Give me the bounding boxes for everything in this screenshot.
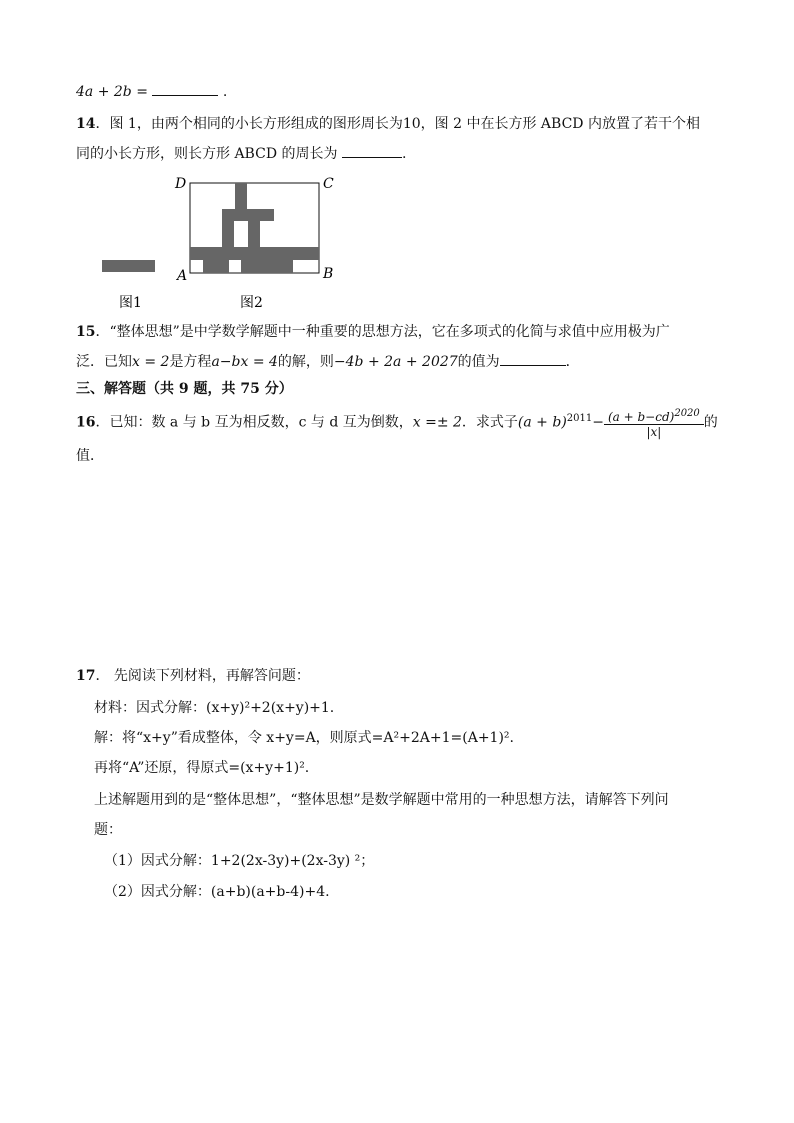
figure1-rectangles — [102, 260, 155, 272]
section-title: 三、解答题（共 9 题，共 75 分） — [76, 381, 293, 397]
q15-answer-blank[interactable] — [500, 353, 566, 366]
q16-exponent: 2011 — [566, 413, 593, 424]
q14-answer-blank[interactable] — [342, 145, 402, 158]
figure2-small-rectangles — [190, 183, 319, 273]
q17-subquestion-1: （1）因式分解：1+2(2x-3y)+(2x-3y) ²； — [104, 853, 375, 869]
q15-text-line1: ．“整体思想”是中学数学解题中一种重要的思想方法，它在多项式的化简与求值中应用极为广 — [95, 324, 670, 340]
q15-number: 15 — [76, 324, 96, 340]
q15-text-c: 的解，则 — [277, 354, 334, 370]
q16-minus: − — [592, 414, 604, 431]
q15-text-a: 泛．已知 — [76, 354, 132, 370]
q16-text-c: 的 — [703, 414, 718, 431]
label-C: C — [323, 176, 334, 192]
q15-text-d: 的值为 — [457, 354, 500, 370]
q14-number: 14 — [76, 116, 96, 132]
q13-period: . — [222, 84, 228, 100]
q17-number: 17 — [76, 668, 96, 684]
q16-fraction — [604, 407, 704, 439]
q13-answer-line — [76, 82, 227, 102]
q16-number: 16 — [76, 414, 96, 431]
q14-text-line1: ．图 1，由两个相同的小长方形组成的图形周长为10，图 2 中在长方形 ABCD 内放置了若干个相 — [95, 116, 700, 132]
q15-text-b: 是方程 — [169, 354, 212, 370]
q15-math-x: x = 2 — [132, 354, 170, 370]
q17-material: 材料：因式分解：(x+y)²+2(x+y)+1. — [94, 700, 335, 716]
caption-figure1: 图1 — [119, 295, 142, 311]
q16-math-x: x =± 2 — [412, 414, 462, 431]
q16-line1 — [76, 404, 718, 439]
q17-paragraph-a: 上述解题用到的是“整体思想”，“整体思想”是数学解题中常用的一种思想方法，请解答下列问 — [94, 792, 669, 808]
q15-period: ． — [565, 354, 580, 370]
q16-denominator: |x| — [646, 424, 662, 439]
q17-restore: 再将“A”还原，得原式=(x+y+1)². — [94, 760, 310, 776]
q16-text-a: ．已知：数 a 与 b 互为相反数，c 与 d 互为倒数， — [95, 414, 413, 431]
q16-base: (a + b) — [517, 414, 567, 431]
q17-subquestion-2: （2）因式分解：(a+b)(a+b-4)+4. — [104, 884, 330, 900]
q16-text-b: ．求式子 — [461, 414, 518, 431]
label-B: B — [323, 266, 334, 282]
q14-line1 — [76, 114, 700, 134]
q17-intro-text: ． 先阅读下列材料，再解答问题： — [95, 668, 310, 684]
q14-text-line2: 同的小长方形，则长方形 ABCD 的周长为 — [76, 146, 338, 162]
q16-numerator: $(a + b-cd)^{2020}$ — [607, 407, 700, 424]
label-D: D — [175, 176, 187, 192]
q14-period: . — [401, 146, 407, 162]
q14-line2 — [76, 144, 406, 164]
q13-answer-blank[interactable] — [152, 83, 218, 96]
q16-line2: 值． — [76, 448, 104, 464]
q17-solution: 解：将“x+y”看成整体，令 x+y=A，则原式=A²+2A+1=(A+1)². — [94, 730, 514, 746]
q13-expression: 4a + 2b = — [76, 84, 148, 100]
q14-figure — [0, 172, 794, 322]
q15-line2 — [76, 352, 580, 372]
q16-numerator-exponent: 2020 — [674, 407, 700, 419]
label-A: A — [177, 268, 188, 284]
q15-line1 — [76, 322, 670, 342]
q17-intro — [76, 666, 310, 686]
q15-math-expression: −4b + 2a + 2027 — [333, 354, 458, 370]
q15-math-equation: a−bx = 4 — [211, 354, 278, 370]
q17-paragraph-b: 题： — [94, 822, 122, 838]
caption-figure2: 图2 — [240, 295, 263, 311]
